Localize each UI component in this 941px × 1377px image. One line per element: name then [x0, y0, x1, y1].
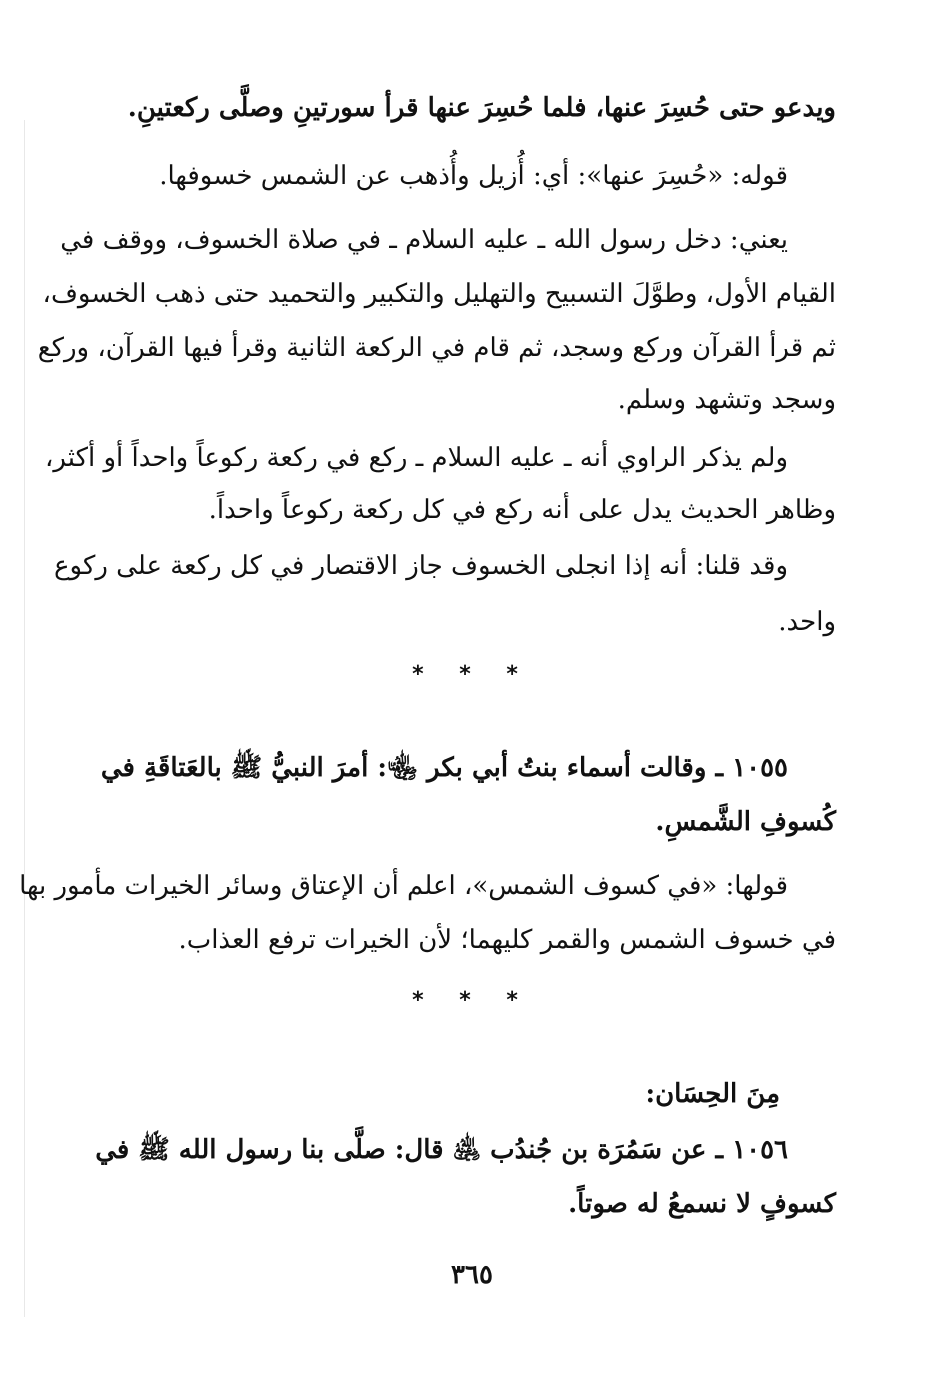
hadith-text-line: ويدعو حتى حُسِرَ عنها، فلما حُسِرَ عنها قرأ سورتينِ وصلَّى ركعتينِ.	[127, 93, 836, 123]
commentary-line: القيام الأول، وطوَّلَ التسبيح والتهليل والتكبير والتحميد حتى ذهب الخسوف،	[42, 279, 836, 309]
section-separator: * * *	[412, 662, 532, 687]
commentary-line: قوله: «حُسِرَ عنها»: أي: أُزيل وأُذهب عن الشمس خسوفها.	[159, 161, 788, 191]
hadith-text-line: كُسوفِ الشَّمسِ.	[655, 807, 836, 837]
commentary-line: واحد.	[778, 607, 836, 637]
page-number: ٣٦٥	[451, 1260, 493, 1290]
document-page	[19, 84, 836, 1304]
commentary-line: ولم يذكر الراوي أنه ـ عليه السلام ـ ركع في ركعة ركوعاً واحداً أو أكثر،	[45, 443, 788, 473]
commentary-line: وظاهر الحديث يدل على أنه ركع في كل ركعة ركوعاً واحداً.	[208, 495, 836, 525]
section-heading: مِنَ الحِسَان:	[645, 1079, 780, 1109]
commentary-line: في خسوف الشمس والقمر كليهما؛ لأن الخيرات ترفع العذاب.	[178, 925, 836, 955]
hadith-text-line: ١٠٥٥ ـ وقالت أسماء بنتُ أبي بكر ﵄: أمرَ النبيُّ ﷺ بالعَتاقَةِ في	[100, 753, 788, 783]
page-edge-line	[24, 120, 25, 1317]
commentary-line: قولها: «في كسوف الشمس»، اعلم أن الإعتاق وسائر الخيرات مأمور بها	[19, 871, 788, 901]
hadith-text-line: ١٠٥٦ ـ عن سَمُرَة بن جُندُب ﵁ قال: صلَّى بنا رسول الله ﷺ في	[95, 1135, 788, 1165]
commentary-line: وسجد وتشهد وسلم.	[617, 385, 836, 415]
section-separator: * * *	[412, 988, 532, 1013]
commentary-line: يعني: دخل رسول الله ـ عليه السلام ـ في صلاة الخسوف، ووقف في	[60, 225, 788, 255]
hadith-text-line: كسوفٍ لا نسمعُ له صوتاً.	[568, 1189, 836, 1219]
commentary-line: وقد قلنا: أنه إذا انجلى الخسوف جاز الاقتصار في كل ركعة على ركوع	[54, 551, 788, 581]
commentary-line: ثم قرأ القرآن وركع وسجد، ثم قام في الركعة الثانية وقرأ فيها القرآن، وركع	[37, 333, 836, 363]
